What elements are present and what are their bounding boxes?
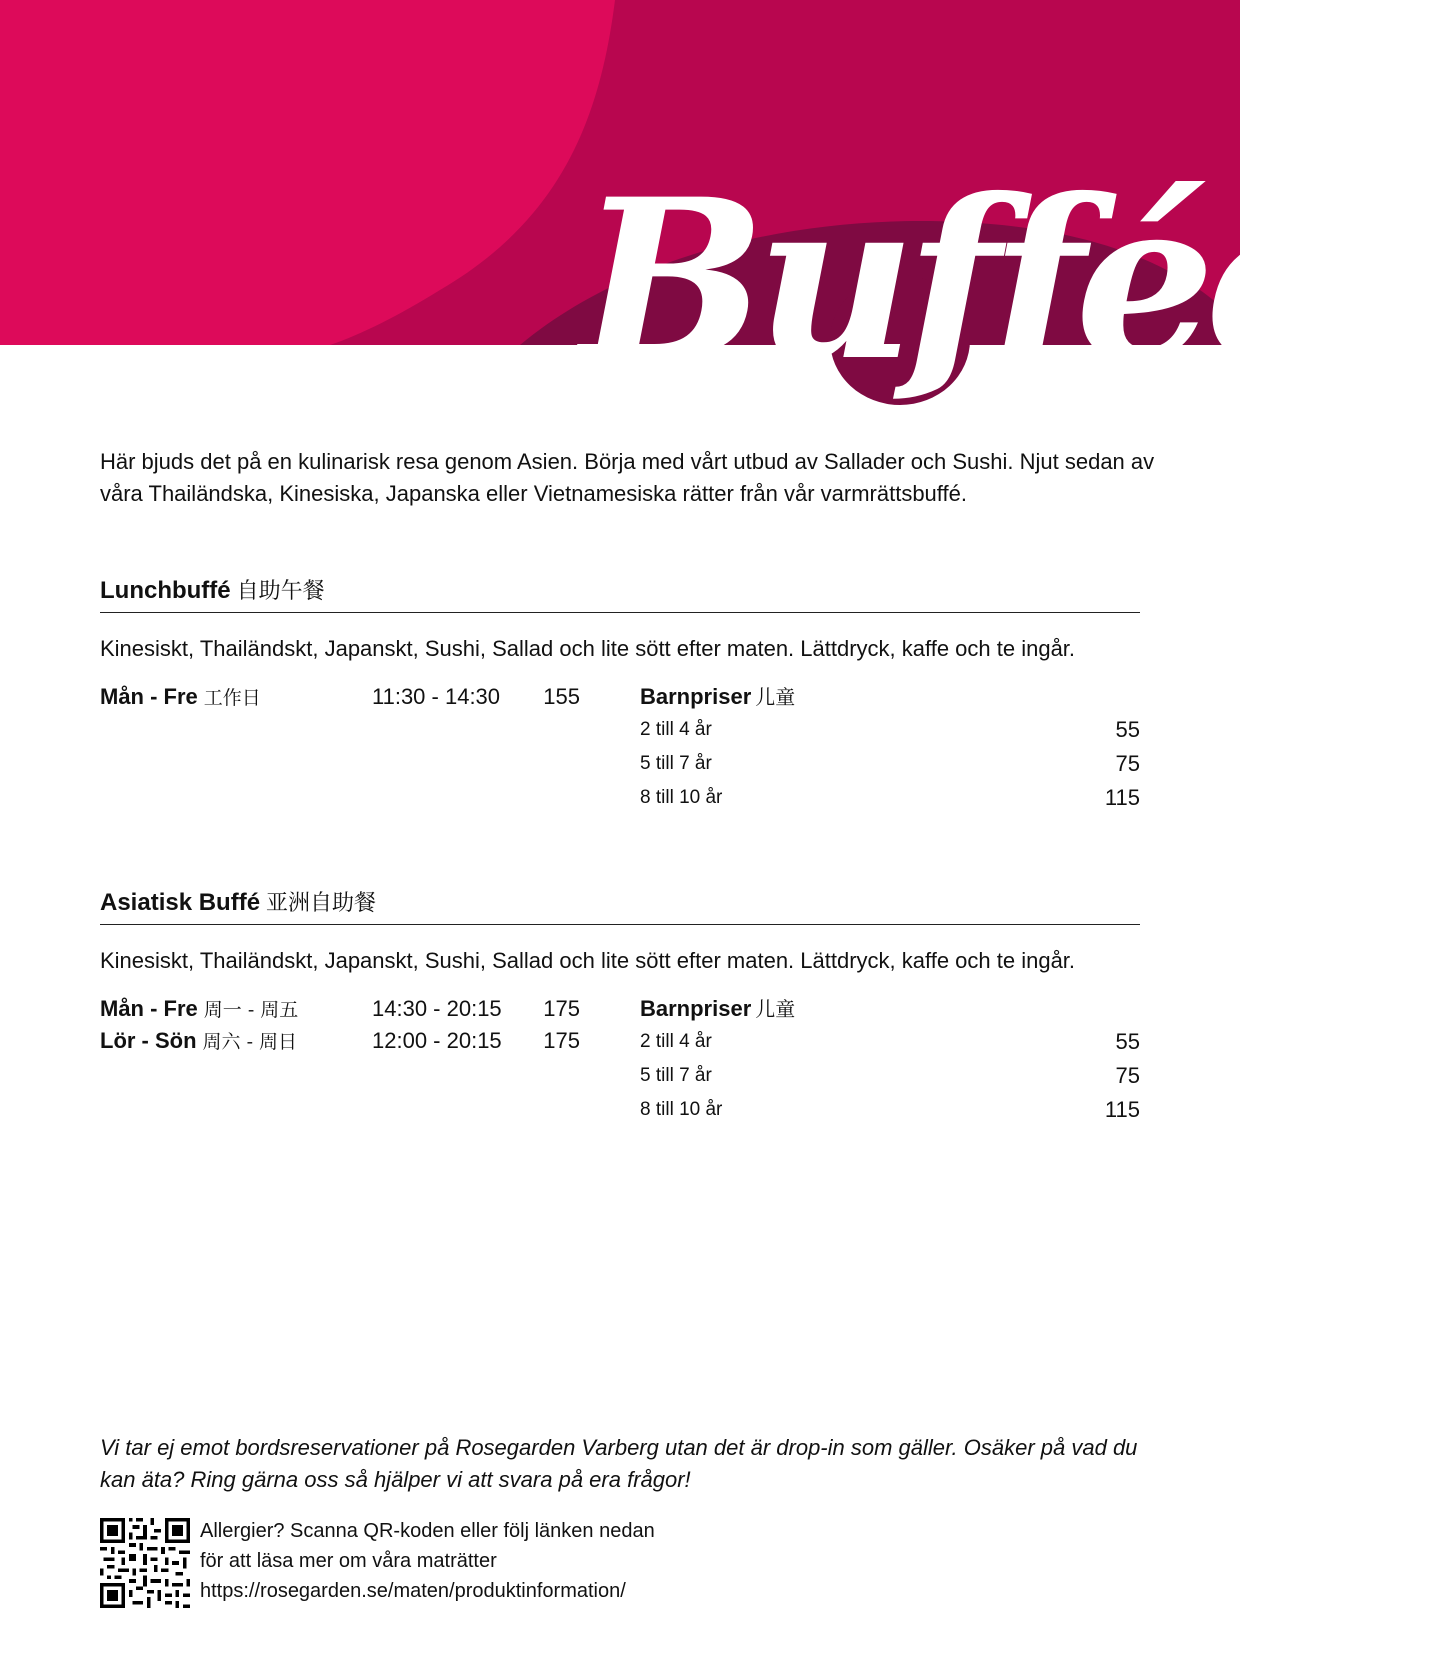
schedule-price: 155: [543, 684, 580, 709]
kids-price: 75: [1115, 1063, 1140, 1088]
kids-price-row: [640, 1093, 1140, 1127]
kids-age: 8 till 10 år: [640, 787, 723, 808]
schedule-rows: [100, 681, 1140, 821]
kids-title: Barnpriser: [640, 996, 752, 1021]
kids-age: 5 till 7 år: [640, 1065, 712, 1086]
kids-prices: [640, 993, 1140, 1127]
kids-heading: [640, 993, 1140, 1025]
kids-price-row: [640, 713, 1140, 747]
days-label: Lör - Sön: [100, 1028, 197, 1053]
section-heading-asian: [100, 882, 1140, 925]
kids-age: 8 till 10 år: [640, 1099, 723, 1120]
kids-age: 2 till 4 år: [640, 1031, 712, 1052]
allergy-link[interactable]: https://rosegarden.se/maten/produktinformation/: [200, 1580, 626, 1602]
kids-price: 115: [1104, 1097, 1140, 1122]
allergy-line-1: Allergier? Scanna QR-koden eller följ länken nedan: [200, 1520, 655, 1542]
schedule-time: 14:30 - 20:15: [372, 996, 502, 1021]
kids-age: 5 till 7 år: [640, 753, 712, 774]
kids-price: 115: [1104, 785, 1140, 810]
kids-price: 55: [1115, 1029, 1140, 1054]
header-banner: [0, 0, 1441, 440]
section-heading-lunch: [100, 570, 1140, 613]
kids-price-row: [640, 747, 1140, 781]
kids-title-zh: 儿童: [755, 685, 796, 709]
days-label-zh: 周六 - 周日: [202, 1031, 298, 1053]
schedule-row: [100, 1025, 620, 1057]
schedule-row: [100, 993, 620, 1025]
kids-price-row: [640, 1025, 1140, 1059]
kids-age: 2 till 4 år: [640, 719, 712, 740]
days-label: Mån - Fre: [100, 996, 198, 1021]
section-title-zh: 亚洲自助餐: [266, 891, 377, 916]
schedule-time: 12:00 - 20:15: [372, 1028, 502, 1053]
days-label-zh: 工作日: [203, 687, 261, 709]
qr-code-icon[interactable]: [100, 1518, 190, 1608]
kids-price: 55: [1115, 717, 1140, 742]
schedule-price: 175: [543, 996, 580, 1021]
schedule-days: [100, 993, 298, 1026]
schedule-rows: [100, 993, 1140, 1133]
asian-section: [100, 882, 1140, 1133]
section-description: Kinesiskt, Thailändskt, Japanskt, Sushi, Sallad och lite sött efter maten. Lättdryck, kaffe och te ingår.: [100, 948, 1076, 973]
kids-price-row: [640, 1059, 1140, 1093]
reservation-note: Vi tar ej emot bordsreservationer på Rosegarden Varberg utan det är drop-in som gäller. Osäker på vad du kan äta? Ring gärna oss så hjälper vi att svara på era frågor!: [100, 1435, 1138, 1492]
page-title: Bufféer: [580, 150, 1441, 409]
kids-prices: [640, 681, 1140, 815]
qr-code-graphic: [100, 1518, 190, 1608]
allergy-line-2: för att läsa mer om våra maträtter: [200, 1550, 497, 1572]
days-label-zh: 周一 - 周五: [203, 999, 299, 1021]
section-description: Kinesiskt, Thailändskt, Japanskt, Sushi, Sallad och lite sött efter maten. Lättdryck, kaffe och te ingår.: [100, 636, 1076, 661]
schedule-days: [100, 1025, 297, 1058]
section-title: Lunchbuffé: [100, 577, 231, 604]
section-title: Asiatisk Buffé: [100, 889, 261, 916]
kids-price: 75: [1115, 751, 1140, 776]
kids-title: Barnpriser: [640, 684, 752, 709]
schedule-days: [100, 681, 261, 714]
kids-title-zh: 儿童: [755, 997, 796, 1021]
days-label: Mån - Fre: [100, 684, 198, 709]
kids-price-row: [640, 781, 1140, 815]
section-title-zh: 自助午餐: [236, 579, 325, 604]
kids-heading: [640, 681, 1140, 713]
lunch-section: [100, 570, 1140, 821]
schedule-price: 175: [543, 1028, 580, 1053]
schedule-row: [100, 681, 620, 713]
schedule-time: 11:30 - 14:30: [372, 684, 501, 709]
intro-text: Här bjuds det på en kulinarisk resa genom Asien. Börja med vårt utbud av Sallader och Sushi. Njut sedan av våra Thailändska, Kinesiska, Japanska eller Vietnamesiska rätter från vår varmrättsbuffé.: [100, 449, 1155, 506]
allergy-info: [200, 1516, 900, 1606]
